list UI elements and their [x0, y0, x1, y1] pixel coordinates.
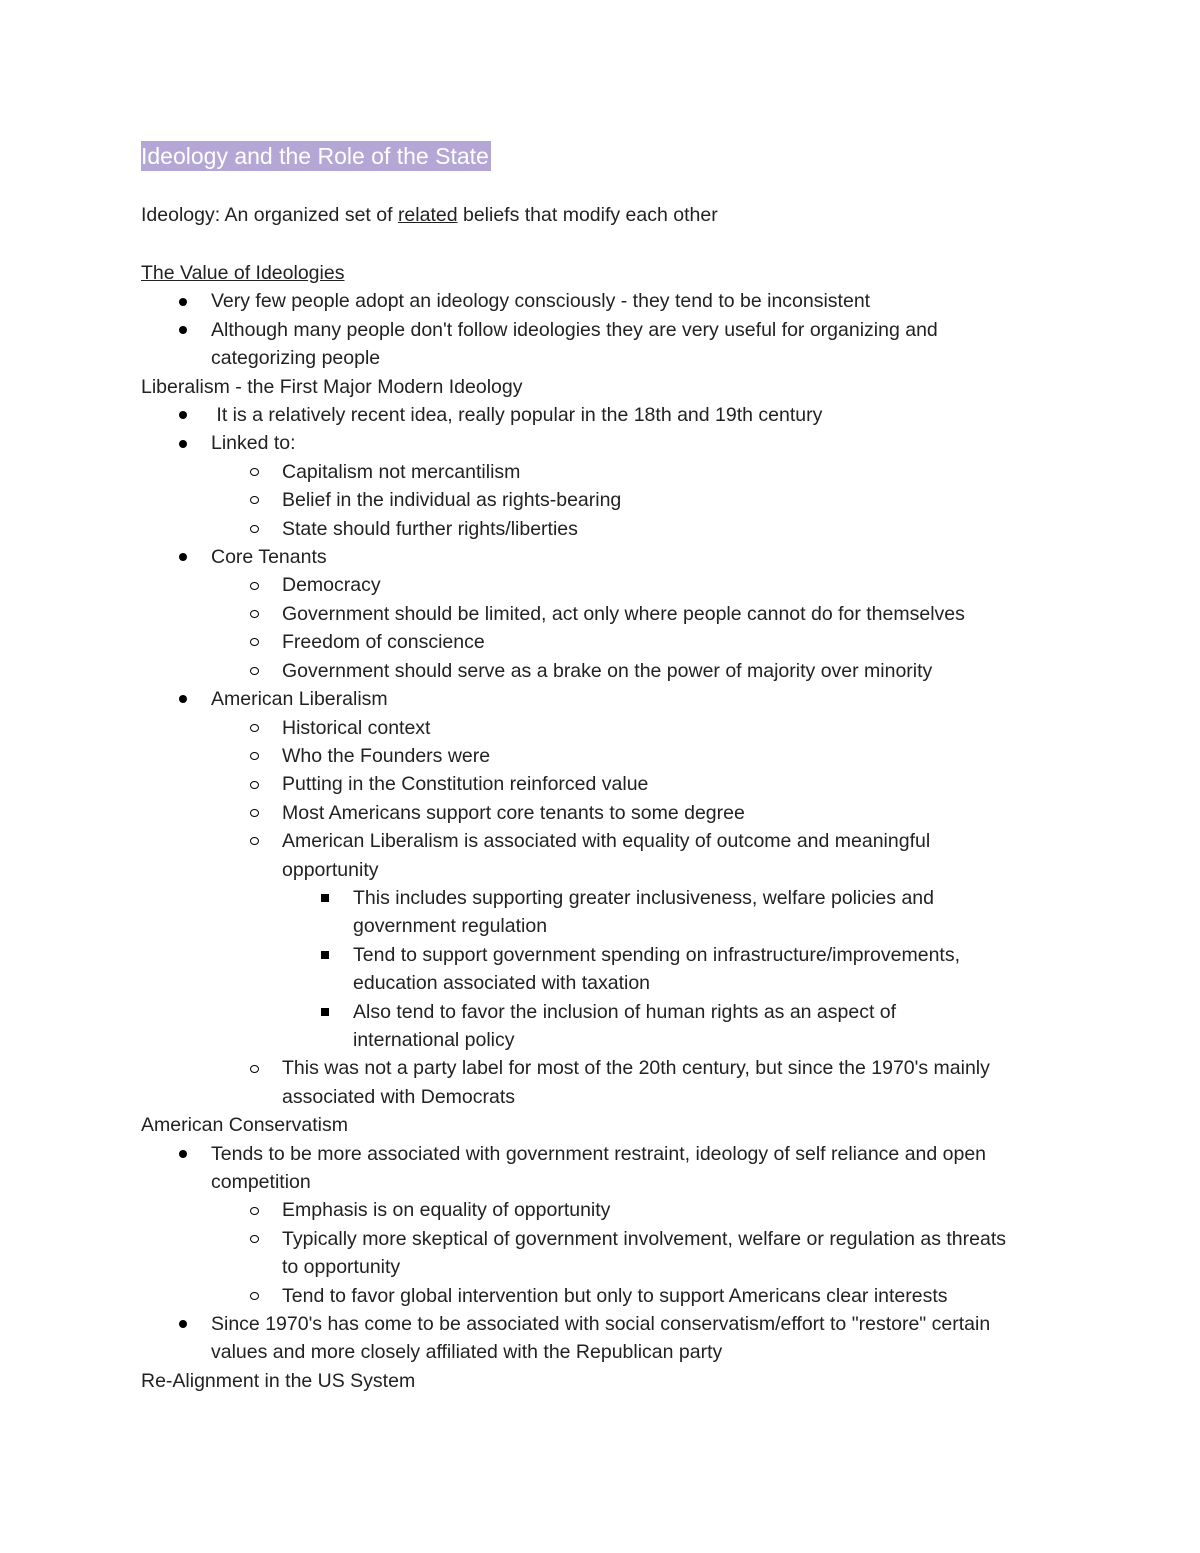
list-item: Government should serve as a brake on the power of majority over minority	[141, 657, 1061, 685]
definition-underlined: related	[397, 204, 458, 226]
bullet-disc-icon	[175, 316, 191, 344]
list-item: Government should be limited, act only where people cannot do for themselves	[141, 600, 1061, 628]
list-item: Belief in the individual as rights-bearing	[141, 486, 1061, 514]
list-item: Tends to be more associated with government restraint, ideology of self reliance and open competition	[141, 1140, 1061, 1197]
bullet-circle-icon	[246, 657, 262, 685]
bullet-circle-icon	[246, 1054, 262, 1082]
bullet-disc-icon	[175, 543, 191, 571]
list-item: Who the Founders were	[141, 742, 1061, 770]
bullet-disc-icon	[175, 685, 191, 713]
bullet-disc-icon	[175, 1140, 191, 1168]
list-item: Democracy	[141, 571, 1061, 599]
bullet-square-icon	[317, 998, 333, 1026]
document-body	[141, 259, 1061, 1395]
bullet-circle-icon	[246, 515, 262, 543]
list-item: Linked to:	[141, 429, 1061, 457]
list-item: American Liberalism	[141, 685, 1061, 713]
list-item: This includes supporting greater inclusiveness, welfare policies and government regulation	[141, 884, 1061, 941]
list-item: Tend to support government spending on infrastructure/improvements, education associated with taxation	[141, 941, 1061, 998]
definition-prefix: Ideology: An organized set of	[141, 204, 398, 226]
bullet-circle-icon	[246, 486, 262, 514]
bullet-circle-icon	[246, 458, 262, 486]
bullet-circle-icon	[246, 1196, 262, 1224]
list-item: Emphasis is on equality of opportunity	[141, 1196, 1061, 1224]
bullet-circle-icon	[246, 571, 262, 599]
list-item: Freedom of conscience	[141, 628, 1061, 656]
list-item: This was not a party label for most of the 20th century, but since the 1970's mainly associated with Democrats	[141, 1054, 1061, 1111]
bullet-disc-icon	[175, 1310, 191, 1338]
bullet-circle-icon	[246, 799, 262, 827]
bullet-circle-icon	[246, 1225, 262, 1253]
list-item: Tend to favor global intervention but only to support Americans clear interests	[141, 1282, 1061, 1310]
definition-suffix: beliefs that modify each other	[457, 204, 718, 226]
bullet-disc-icon	[175, 287, 191, 315]
list-item: Most Americans support core tenants to some degree	[141, 799, 1061, 827]
list-item: Capitalism not mercantilism	[141, 458, 1061, 486]
list-item: Very few people adopt an ideology consciously - they tend to be inconsistent	[141, 287, 1061, 315]
bullet-square-icon	[317, 884, 333, 912]
bullet-circle-icon	[246, 714, 262, 742]
list-item: Although many people don't follow ideologies they are very useful for organizing and categorizing people	[141, 316, 1061, 373]
bullet-square-icon	[317, 941, 333, 969]
list-item: Putting in the Constitution reinforced value	[141, 770, 1061, 798]
bullet-circle-icon	[246, 1282, 262, 1310]
list-item: American Liberalism is associated with equality of outcome and meaningful opportunity	[141, 827, 1061, 884]
list-item: Typically more skeptical of government involvement, welfare or regulation as threats to opportunity	[141, 1225, 1061, 1282]
list-item: State should further rights/liberties	[141, 515, 1061, 543]
bullet-circle-icon	[246, 628, 262, 656]
bullet-disc-icon	[175, 401, 191, 429]
list-item: Also tend to favor the inclusion of human rights as an aspect of international policy	[141, 998, 1061, 1055]
section-heading-value: The Value of Ideologies	[141, 262, 345, 284]
list-item: Since 1970's has come to be associated with social conservatism/effort to "restore" certain values and more closely affiliated with the Republican party	[141, 1310, 1061, 1367]
bullet-circle-icon	[246, 600, 262, 628]
bullet-circle-icon	[246, 742, 262, 770]
bullet-circle-icon	[246, 770, 262, 798]
section-heading-realignment: Re-Alignment in the US System	[141, 1369, 416, 1392]
list-item: It is a relatively recent idea, really popular in the 18th and 19th century	[141, 401, 1061, 429]
section-heading-liberalism: Liberalism - the First Major Modern Ideology	[141, 375, 523, 398]
bullet-disc-icon	[175, 429, 191, 457]
bullet-circle-icon	[246, 827, 262, 855]
page-title: Ideology and the Role of the State	[141, 143, 489, 169]
list-item: Core Tenants	[141, 543, 1061, 571]
list-item: Historical context	[141, 714, 1061, 742]
section-heading-conservatism: American Conservatism	[141, 1114, 348, 1137]
ideology-definition	[141, 201, 718, 229]
